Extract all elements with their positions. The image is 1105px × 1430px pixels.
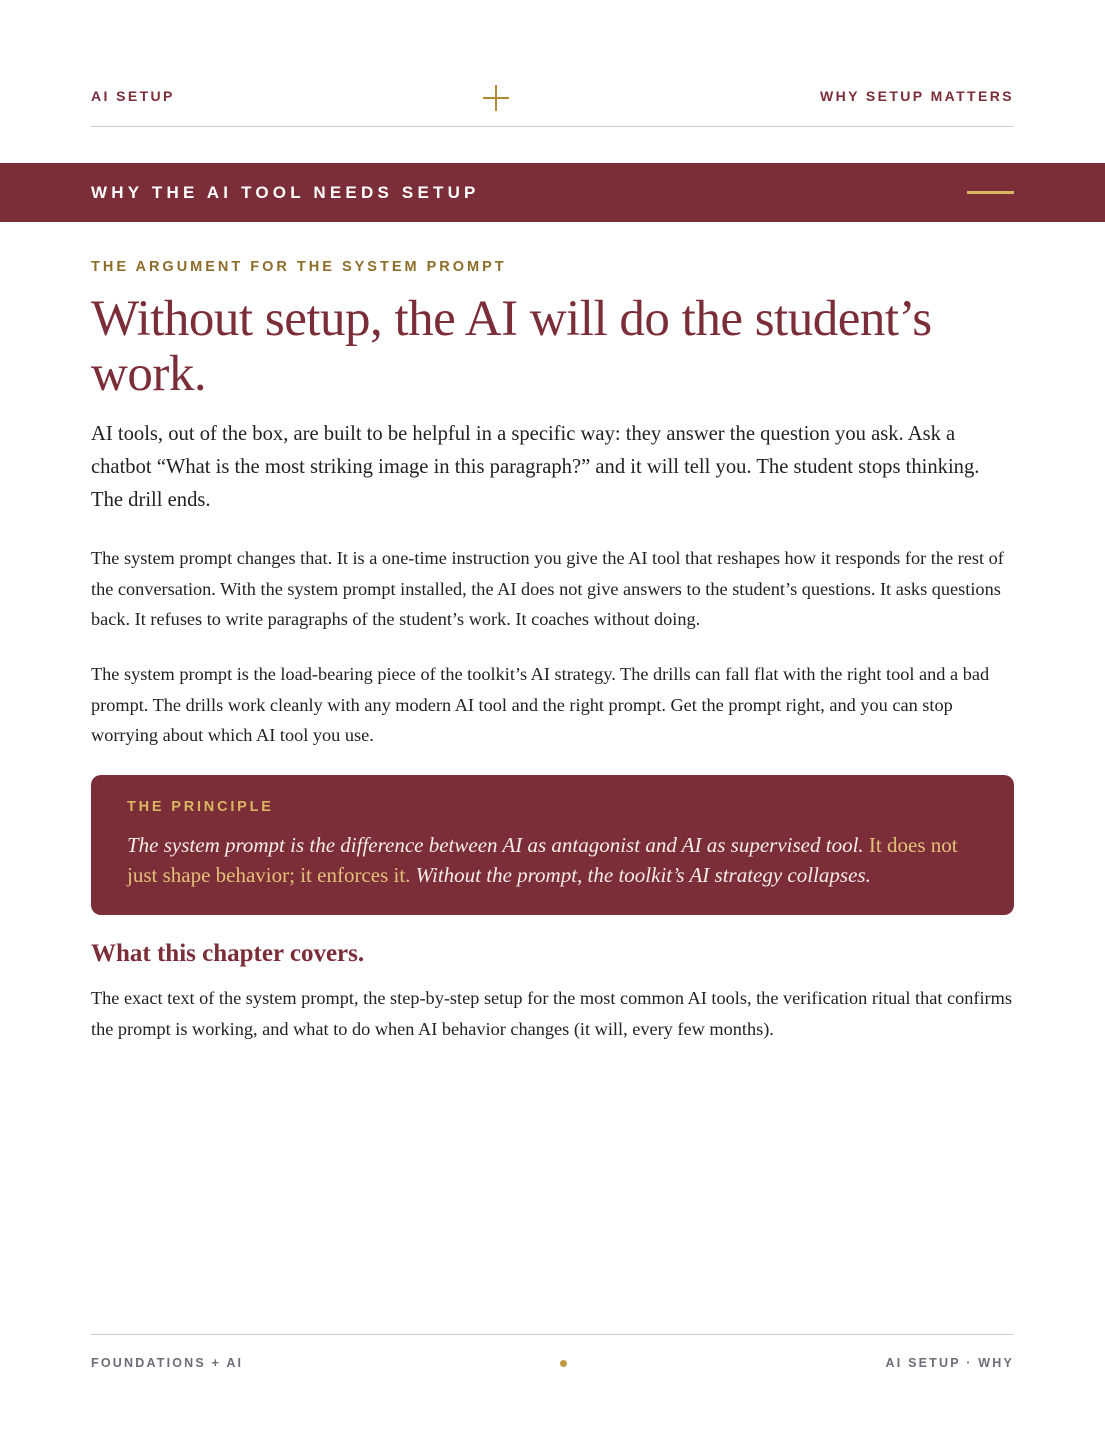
footer-right-label: AI SETUP · WHY bbox=[885, 1356, 1014, 1370]
header-chapter-label: WHY SETUP MATTERS bbox=[819, 88, 1014, 104]
body-paragraph: The system prompt changes that. It is a one-time instruction you give the AI tool that reshapes how it responds for the rest of the conversation. With the system prompt installed, the AI does not give answers to the student’s questions. It asks questions back. It refuses to write paragraphs of the student’s work. It coaches without doing. bbox=[91, 548, 1004, 629]
callout-label: THE PRINCIPLE bbox=[127, 799, 274, 815]
footer-left-label: FOUNDATIONS + AI bbox=[91, 1356, 244, 1370]
chapter-covers-body: The exact text of the system prompt, the step-by-step setup for the most common AI tools, the verification ritual that confirms the prompt is working, and what to do when AI behavior changes (it will, every few months). bbox=[91, 988, 1012, 1039]
footer-divider bbox=[91, 1334, 1014, 1335]
callout-text-after: Without the prompt, the toolkit’s AI strategy collapses. bbox=[415, 863, 871, 887]
cross-icon bbox=[483, 85, 509, 111]
section-eyebrow: THE ARGUMENT FOR THE SYSTEM PROMPT bbox=[91, 259, 507, 275]
chapter-covers-heading: What this chapter covers. bbox=[91, 940, 365, 967]
callout-text bbox=[127, 830, 987, 890]
principle-callout bbox=[91, 775, 1014, 915]
header-section-label: AI SETUP bbox=[91, 88, 175, 104]
chapter-band bbox=[0, 163, 1105, 222]
callout-text-before: The system prompt is the difference between AI as antagonist and AI as supervised tool. bbox=[127, 833, 864, 857]
footer-dot-icon bbox=[560, 1360, 567, 1367]
page-title: Without setup, the AI will do the student’s work. bbox=[91, 291, 932, 402]
callout-highlight: It does not just shape behavior; it enforces it. bbox=[127, 833, 958, 887]
page-header bbox=[91, 88, 1014, 108]
lead-paragraph: AI tools, out of the box, are built to be helpful in a specific way: they answer the question you ask. Ask a chatbot “What is the most striking image in this paragraph?” and it will tell you. The student stops thinking. The drill ends. bbox=[91, 423, 980, 511]
band-title: WHY THE AI TOOL NEEDS SETUP bbox=[91, 183, 480, 202]
header-divider bbox=[91, 126, 1014, 127]
band-accent-line bbox=[967, 191, 1014, 194]
body-paragraph: The system prompt is the load-bearing piece of the toolkit’s AI strategy. The drills can fall flat with the right tool and a bad prompt. The drills work cleanly with any modern AI tool and the right prompt. Get the prompt right, and you can stop worrying about which AI tool you use. bbox=[91, 664, 990, 745]
